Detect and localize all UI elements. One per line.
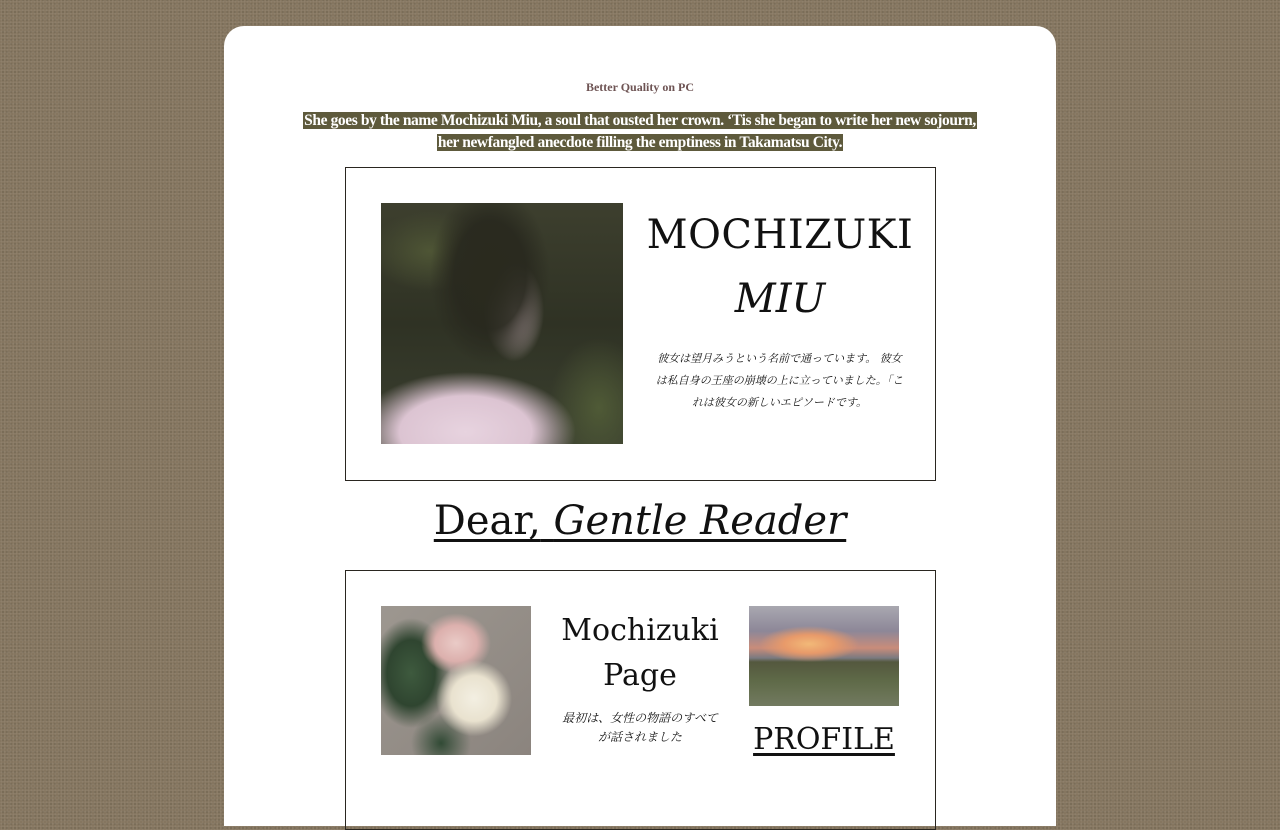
intro-line-2: her newfangled anecdote filling the emptiness in Takamatsu City. (437, 134, 843, 151)
greeting-part-1: Dear, (433, 498, 541, 544)
roses-photo (381, 606, 531, 755)
quality-notice: Better Quality on PC (585, 80, 695, 94)
greeting-link[interactable] (434, 498, 846, 544)
greeting-heading (0, 498, 1280, 544)
intro-line-1: She goes by the name Mochizuki Miu, a soul that ousted her crown. ‘Tis she began to write her new sojourn, (304, 112, 976, 129)
page-title-line-1: Mochizuki (561, 613, 719, 648)
greeting-part-2: Gentle Reader (553, 498, 847, 544)
page-title-line-2: Page (603, 658, 677, 693)
page-description-japanese: 最初は、女性の物語のすべてが話されました (562, 711, 718, 744)
profile-photo (381, 203, 623, 444)
page-title (545, 608, 735, 698)
bio-japanese: 彼女は望月みうという名前で通っています。 彼女は私自身の王座の崩壊の上に立っていました。「これは彼女の新しいエピソードです。 (655, 352, 904, 409)
intro-text (270, 110, 1010, 154)
name-first: MOCHIZUKI (646, 212, 914, 258)
sunset-field-photo (749, 606, 899, 706)
name-last: MIU (734, 276, 826, 322)
profile-link[interactable]: PROFILE (753, 722, 895, 757)
